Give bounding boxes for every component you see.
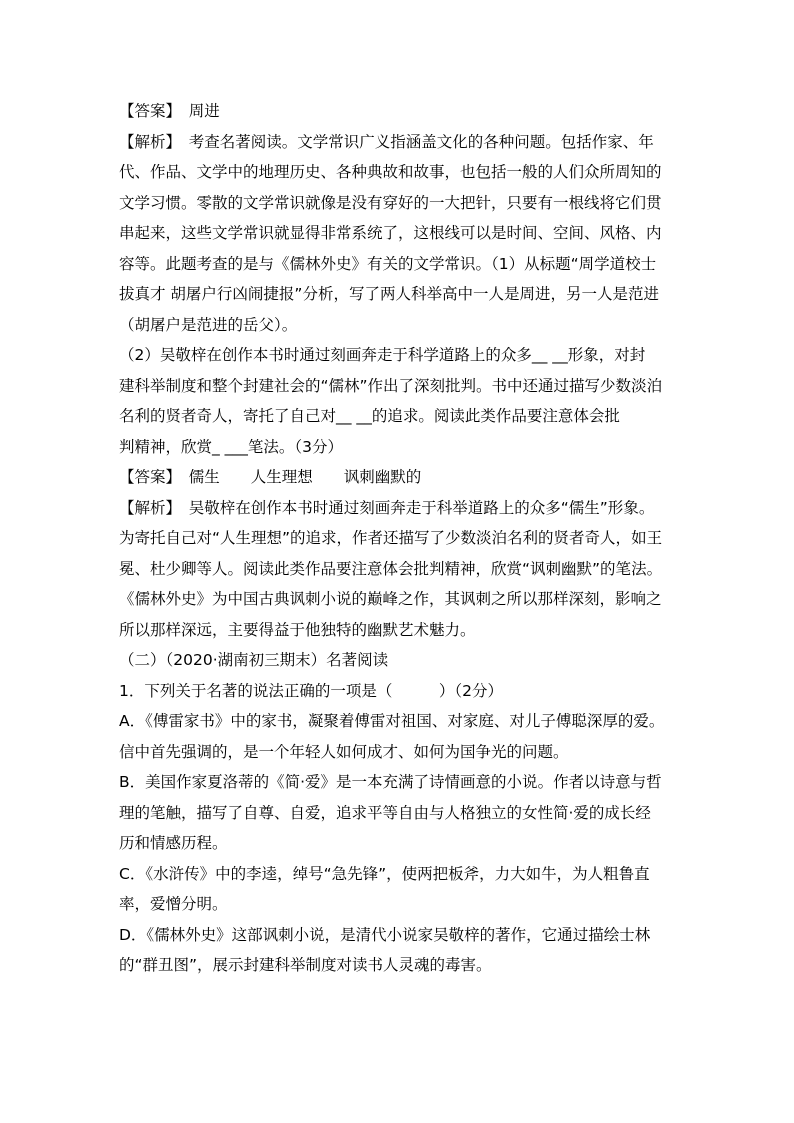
option-b-line-1: B．美国作家夏洛蒂的《简·爱》是一本充满了诗情画意的小说。作者以诗意与哲	[119, 773, 662, 791]
question-1-stem: 1．下列关于名著的说法正确的一项是（ ）（2分）	[119, 681, 503, 700]
analysis-line-6: 拔真才 胡屠户行凶闹捷报”分析，写了两人科举高中一人是周进，另一人是范进	[119, 285, 659, 303]
analysis-2-line-1: 【解析】 吴敬梓在创作本书时通过刻画奔走于科举道路上的众多“儒生”形象。	[119, 498, 655, 517]
analysis-line-3: 文学习惯。零散的文学常识就像是没有穿好的一大把针，只要有一根线将它们贯	[119, 193, 662, 212]
option-a-line-2: 信中首先强调的，是一个年轻人如何成才、如何为国争光的问题。	[119, 742, 569, 761]
option-a-line-1: A．《傅雷家书》中的家书，凝聚着傅雷对祖国、对家庭、对儿子傅聪深厚的爱。	[119, 712, 665, 730]
analysis-line-2: 代、作品、文学中的地理历史、各种典故和故事，也包括一般的人们众所周知的	[119, 163, 662, 181]
section-heading: （二）（2020·湖南初三期末）名著阅读	[119, 651, 389, 669]
question-2-line-1: （2）吴敬梓在创作本书时通过刻画奔走于科学道路上的众多__ __形象，对封	[119, 346, 646, 364]
analysis-2-line-4: 《儒林外史》为中国古典讽刺小说的巅峰之作，其讽刺之所以那样深刻，影响之	[119, 590, 662, 608]
answer-line-1: 【答案】 周进	[119, 102, 220, 120]
option-b-line-3: 历和情感历程。	[119, 834, 228, 852]
option-b-line-2: 理的笔触，描写了自尊、自爱，追求平等自由与人格独立的女性简·爱的成长经	[119, 803, 651, 822]
question-2-line-4: 判精神，欣赏_ ___笔法。（3分）	[119, 437, 344, 456]
analysis-line-5: 容等。此题考查的是与《儒林外史》有关的文学常识。（1）从标题“周学道校士	[119, 254, 657, 273]
analysis-2-line-5: 所以那样深远，主要得益于他独特的幽默艺术魅力。	[119, 620, 476, 639]
document-page	[119, 96, 679, 981]
option-c-line-1: C．《水浒传》中的李逵，绰号“急先锋”，使两把板斧，力大如牛，为人粗鲁直	[119, 864, 650, 883]
option-d-line-1: D．《儒林外史》这部讽刺小说，是清代小说家吴敬梓的著作，它通过描绘士林	[119, 925, 651, 944]
question-2-line-3: 名利的贤者奇人，寄托了自己对__ __的追求。阅读此类作品要注意体会批	[119, 407, 620, 425]
analysis-line-4: 串起来，这些文学常识就显得非常系统了，这根线可以是时间、空间、风格、内	[119, 224, 662, 242]
answer-line-2: 【答案】 儒生 人生理想 讽刺幽默的	[119, 468, 422, 486]
question-2-line-2: 建科举制度和整个封建社会的“儒林”作出了深刻批判。书中还通过描写少数淡泊	[119, 376, 663, 395]
analysis-line-7: （胡屠户是范进的岳父）。	[119, 315, 298, 334]
option-d-line-2: 的“群丑图”，展示封建科举制度对读书人灵魂的毒害。	[119, 956, 492, 974]
option-c-line-2: 率，爱憎分明。	[119, 895, 228, 913]
analysis-2-line-3: 冕、杜少卿等人。阅读此类作品要注意体会批判精神，欣赏“讽刺幽默”的笔法。	[119, 559, 663, 578]
analysis-2-line-2: 为寄托自己对“人生理想”的追求，作者还描写了少数淡泊名利的贤者奇人，如王	[119, 529, 663, 547]
analysis-line-1: 【解析】 考查名著阅读。文学常识广义指涵盖文化的各种问题。包括作家、年	[119, 132, 654, 151]
